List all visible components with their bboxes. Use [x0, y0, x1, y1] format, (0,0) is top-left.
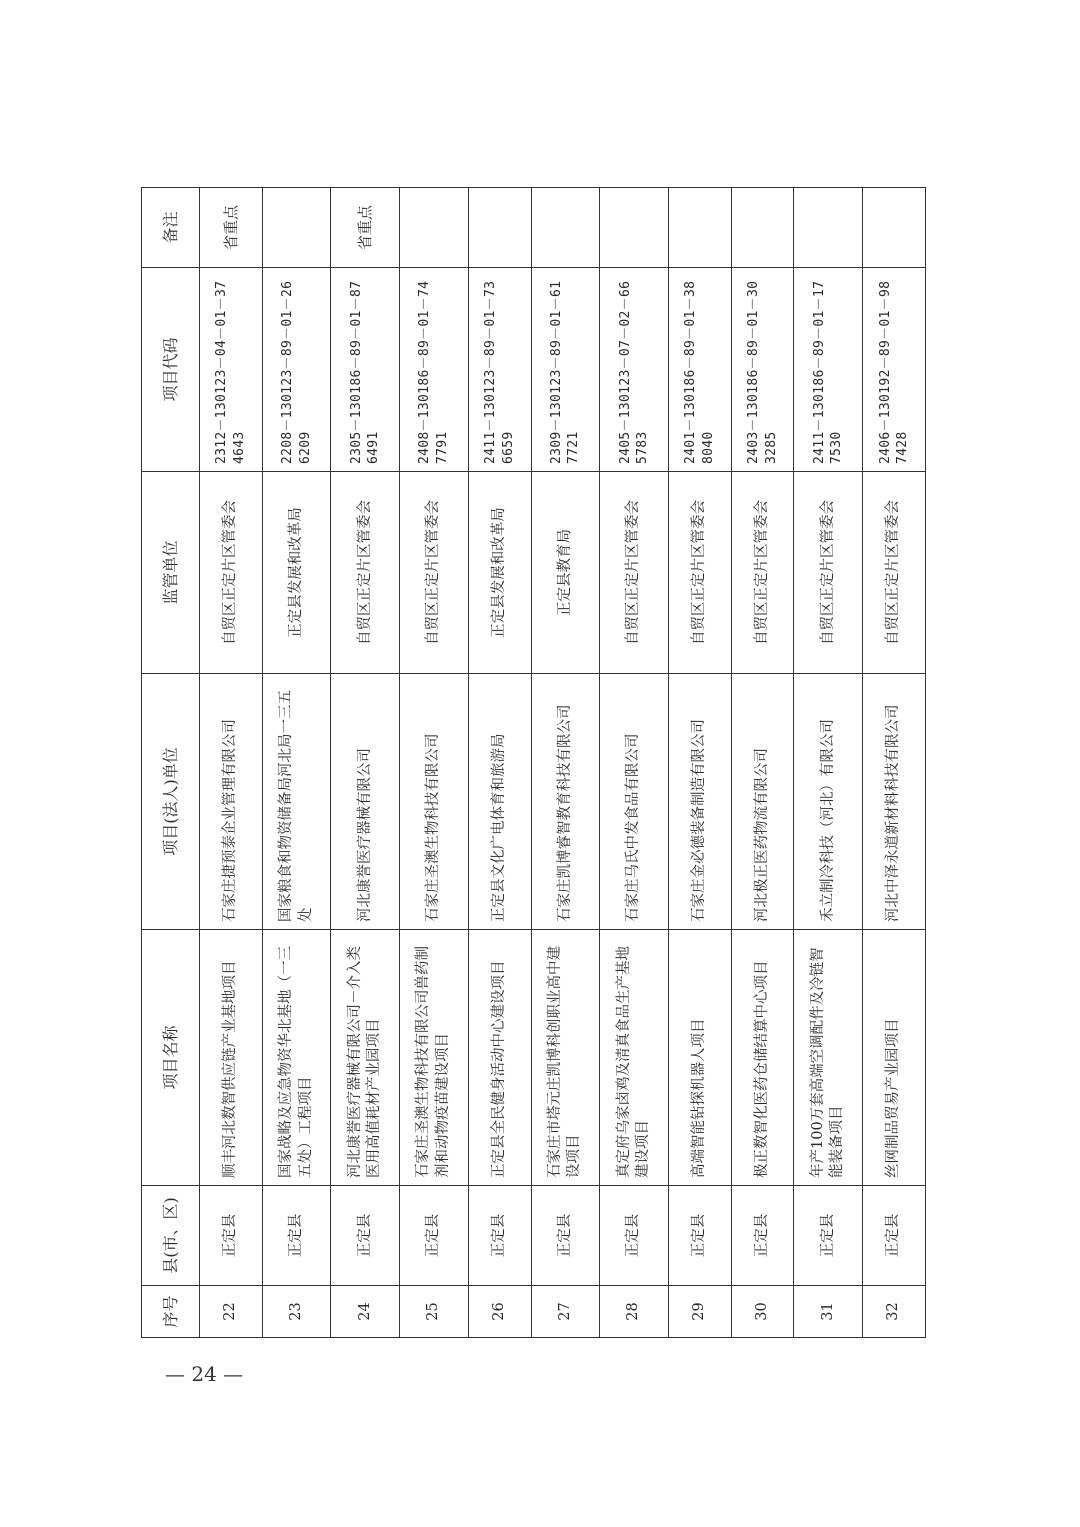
cell-project-code: 2401－130186－89－01－388040 [669, 268, 732, 472]
cell-project-unit: 石家庄马氏中发食品有限公司 [600, 674, 669, 930]
cell-supervisor: 自贸区正定片区管委会 [794, 472, 863, 674]
table-row [863, 188, 926, 1338]
cell-project-unit: 禾立制冷科技（河北）有限公司 [794, 674, 863, 930]
cell-seq: 31 [794, 1286, 863, 1338]
cell-remark [794, 188, 863, 268]
cell-remark [468, 188, 531, 268]
header-seq: 序号 [142, 1286, 200, 1338]
cell-supervisor: 正定县教育局 [531, 472, 600, 674]
cell-project-code: 2408－130186－89－01－747791 [400, 268, 469, 472]
table-header-row [142, 188, 200, 1338]
header-project-code: 项目代码 [142, 268, 200, 472]
cell-seq: 24 [331, 1286, 400, 1338]
cell-remark: 省重点 [331, 188, 400, 268]
table-row [400, 188, 469, 1338]
table-row [669, 188, 732, 1338]
cell-remark [669, 188, 732, 268]
cell-remark [731, 188, 794, 268]
table-row [331, 188, 400, 1338]
cell-project-unit: 石家庄凯博睿智教育科技有限公司 [531, 674, 600, 930]
table-row [531, 188, 600, 1338]
cell-remark: 省重点 [200, 188, 263, 268]
cell-project-name: 高端智能钻探机器人项目 [669, 930, 732, 1186]
cell-project-name: 河北康誉医疗器械有限公司－介入类医用高值耗材产业园项目 [331, 930, 400, 1186]
header-supervisor: 监管单位 [142, 472, 200, 674]
cell-supervisor: 自贸区正定片区管委会 [669, 472, 732, 674]
cell-seq: 28 [600, 1286, 669, 1338]
cell-project-code: 2305－130186－89－01－876491 [331, 268, 400, 472]
page-number: — 24 — [165, 1362, 244, 1386]
cell-project-code: 2406－130192－89－01－987428 [863, 268, 926, 472]
cell-project-unit: 石家庄捷预泰企业管理有限公司 [200, 674, 263, 930]
cell-supervisor: 自贸区正定片区管委会 [200, 472, 263, 674]
table-row [794, 188, 863, 1338]
cell-project-code: 2309－130123－89－01－617721 [531, 268, 600, 472]
cell-supervisor: 自贸区正定片区管委会 [331, 472, 400, 674]
cell-project-name: 正定县全民健身活动中心建设项目 [468, 930, 531, 1186]
cell-project-code: 2403－130186－89－01－303285 [731, 268, 794, 472]
cell-project-unit: 河北康誉医疗器械有限公司 [331, 674, 400, 930]
cell-project-name: 国家战略及应急物资华北基地（一三五处）工程项目 [262, 930, 331, 1186]
cell-supervisor: 自贸区正定片区管委会 [400, 472, 469, 674]
cell-county: 正定县 [794, 1186, 863, 1286]
cell-project-name: 丝网制品贸易产业园项目 [863, 930, 926, 1186]
cell-project-code: 2208－130123－89－01－266209 [262, 268, 331, 472]
cell-project-unit: 国家粮食和物资储备局河北局一三五处 [262, 674, 331, 930]
cell-county: 正定县 [863, 1186, 926, 1286]
cell-county: 正定县 [400, 1186, 469, 1286]
table-row [468, 188, 531, 1338]
cell-county: 正定县 [731, 1186, 794, 1286]
header-remark: 备注 [142, 188, 200, 268]
cell-remark [262, 188, 331, 268]
cell-county: 正定县 [669, 1186, 732, 1286]
cell-county: 正定县 [468, 1186, 531, 1286]
table-row [262, 188, 331, 1338]
cell-project-code: 2411－130123－89－01－736659 [468, 268, 531, 472]
cell-seq: 23 [262, 1286, 331, 1338]
cell-project-name: 石家庄市塔元庄凯博科创职业高中建设项目 [531, 930, 600, 1186]
cell-remark [600, 188, 669, 268]
cell-remark [531, 188, 600, 268]
cell-county: 正定县 [262, 1186, 331, 1286]
cell-project-name: 真定府乌家卤鸡及清真食品生产基地建设项目 [600, 930, 669, 1186]
cell-seq: 26 [468, 1286, 531, 1338]
cell-project-unit: 河北极正医药物流有限公司 [731, 674, 794, 930]
cell-project-unit: 河北中泽永道新材料科技有限公司 [863, 674, 926, 930]
cell-supervisor: 自贸区正定片区管委会 [863, 472, 926, 674]
cell-county: 正定县 [531, 1186, 600, 1286]
table-row [200, 188, 263, 1338]
cell-seq: 22 [200, 1286, 263, 1338]
cell-project-unit: 石家庄金必德装备制造有限公司 [669, 674, 732, 930]
table-row [731, 188, 794, 1338]
cell-project-unit: 正定县文化广电体育和旅游局 [468, 674, 531, 930]
rotated-table-wrapper [141, 188, 926, 1338]
cell-project-name: 极正数智化医药仓储结算中心项目 [731, 930, 794, 1186]
cell-project-name: 年产100万套高端空调配件及冷链智能装备项目 [794, 930, 863, 1186]
cell-seq: 29 [669, 1286, 732, 1338]
cell-seq: 27 [531, 1286, 600, 1338]
cell-project-code: 2411－130186－89－01－177530 [794, 268, 863, 472]
cell-seq: 30 [731, 1286, 794, 1338]
table-row [600, 188, 669, 1338]
header-project-unit: 项目(法人)单位 [142, 674, 200, 930]
cell-seq: 25 [400, 1286, 469, 1338]
cell-project-unit: 石家庄圣澳生物科技有限公司 [400, 674, 469, 930]
cell-project-name: 顺丰河北数智供应链产业基地项目 [200, 930, 263, 1186]
project-table [141, 187, 926, 1338]
cell-project-code: 2405－130123－07－02－665783 [600, 268, 669, 472]
cell-remark [400, 188, 469, 268]
cell-seq: 32 [863, 1286, 926, 1338]
cell-county: 正定县 [331, 1186, 400, 1286]
cell-county: 正定县 [600, 1186, 669, 1286]
cell-county: 正定县 [200, 1186, 263, 1286]
cell-supervisor: 正定县发展和改革局 [468, 472, 531, 674]
cell-remark [863, 188, 926, 268]
header-county: 县(市、区) [142, 1186, 200, 1286]
header-project-name: 项目名称 [142, 930, 200, 1186]
cell-project-name: 石家庄圣澳生物科技有限公司兽药制剂和动物疫苗建设项目 [400, 930, 469, 1186]
cell-supervisor: 自贸区正定片区管委会 [600, 472, 669, 674]
cell-supervisor: 自贸区正定片区管委会 [731, 472, 794, 674]
cell-project-code: 2312－130123－04－01－374643 [200, 268, 263, 472]
cell-supervisor: 正定县发展和改革局 [262, 472, 331, 674]
